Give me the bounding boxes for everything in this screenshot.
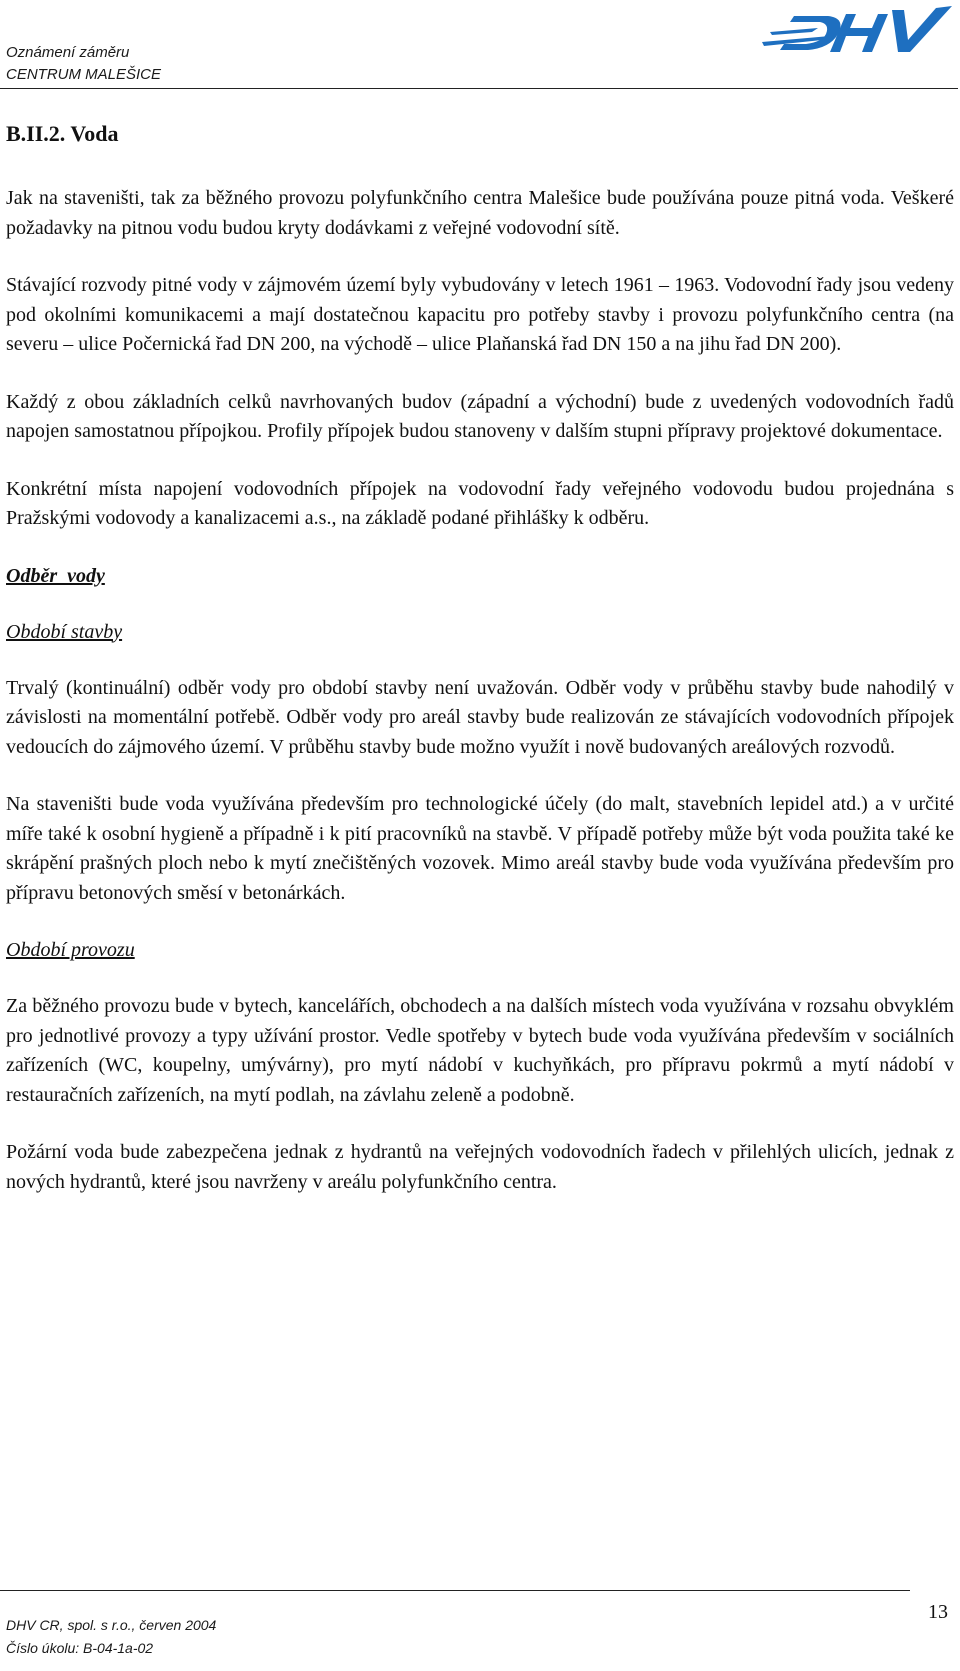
subheading-odber-vody: Odběr vody (6, 564, 105, 587)
paragraph: Trvalý (kontinuální) odběr vody pro období stavby není uvažován. Odběr vody v průběhu stavby bude nahodilý v závislosti na momentální potřebě. Odběr vody pro areál stavby bude realizován ze stávajících vodovodních přípojek vedoucích do zájmového území. V průběhu stavby bude možno využít i nově budovaných areálových rozvodů. (6, 676, 954, 758)
header-document-type: Oznámení záměru (6, 44, 130, 61)
section-title: B.II.2. Voda (6, 121, 119, 146)
footer-task-number: Číslo úkolu: B-04-1a-02 (6, 1640, 154, 1656)
dhv-logo (760, 2, 956, 60)
footer-divider (0, 1590, 910, 1591)
paragraph: Na staveništi bude voda využívána především pro technologické účely (do malt, stavebních lepidel atd.) a v určité míře také k osobní hygieně a případně i k pití pracovníků na stavbě. V případě potřeby může být voda použita také ke skrápění prašných ploch nebo k mytí znečištěných vozovek. Mimo areál stavby bude voda využívána především pro přípravu betonových směsí v betonárkách. (6, 793, 954, 904)
paragraph: Za běžného provozu bude v bytech, kancelářích, obchodech a na dalších místech voda využívána v rozsahu obvyklém pro jednotlivé provozy a typy užívání prostor. Vedle spotřeby v bytech bude voda využívána především v sociálních zařízeních (WC, koupelny, umývárny), pro mytí nádobí v kuchyňkách, pro přípravu pokrmů a mytí nádobí v restauračních zařízeních, na mytí podlah, na závlahu zeleně a podobně. (6, 995, 954, 1106)
header-project-name: CENTRUM MALEŠICE (6, 66, 162, 83)
page-number: 13 (928, 1601, 948, 1623)
paragraph: Jak na staveništi, tak za běžného provozu polyfunkčního centra Malešice bude používána pouze pitná voda. Veškeré požadavky na pitnou vodu budou kryty dodávkami z veřejné vodovodní sítě. (6, 187, 954, 239)
subheading-obdobi-provozu: Období provozu (6, 939, 135, 961)
footer-company-date: DHV CR, spol. s r.o., červen 2004 (6, 1617, 217, 1633)
paragraph: Konkrétní místa napojení vodovodních přípojek na vodovodní řady veřejného vodovodu budou projednána s Pražskými vodovody a kanalizacemi a.s., na základě podané přihlášky k odběru. (6, 477, 954, 529)
page-header (0, 0, 960, 90)
document-body (6, 120, 954, 1225)
header-divider (0, 88, 958, 89)
paragraph: Každý z obou základních celků navrhovaných budov (západní a východní) bude z uvedených vodovodních řadů napojen samostatnou přípojkou. Profily přípojek budou stanoveny v dalším stupni přípravy projektové dokumentace. (6, 390, 954, 442)
paragraph: Stávající rozvody pitné vody v zájmovém území byly vybudovány v letech 1961 – 1963. Vodovodní řady jsou vedeny pod okolními komunikacemi a mají dostatečnou kapacitu pro potřeby stavby i provozu polyfunkčního centra (na severu – ulice Počernická řad DN 200, na východě – ulice Plaňanská řad DN 150 a na jihu řad DN 200). (6, 274, 954, 355)
subheading-obdobi-stavby: Období stavby (6, 620, 123, 643)
paragraph: Požární voda bude zabezpečena jednak z hydrantů na veřejných vodovodních řadech v přilehlých ulicích, jednak z nových hydrantů, které jsou navrženy v areálu polyfunkčního centra. (6, 1141, 954, 1193)
